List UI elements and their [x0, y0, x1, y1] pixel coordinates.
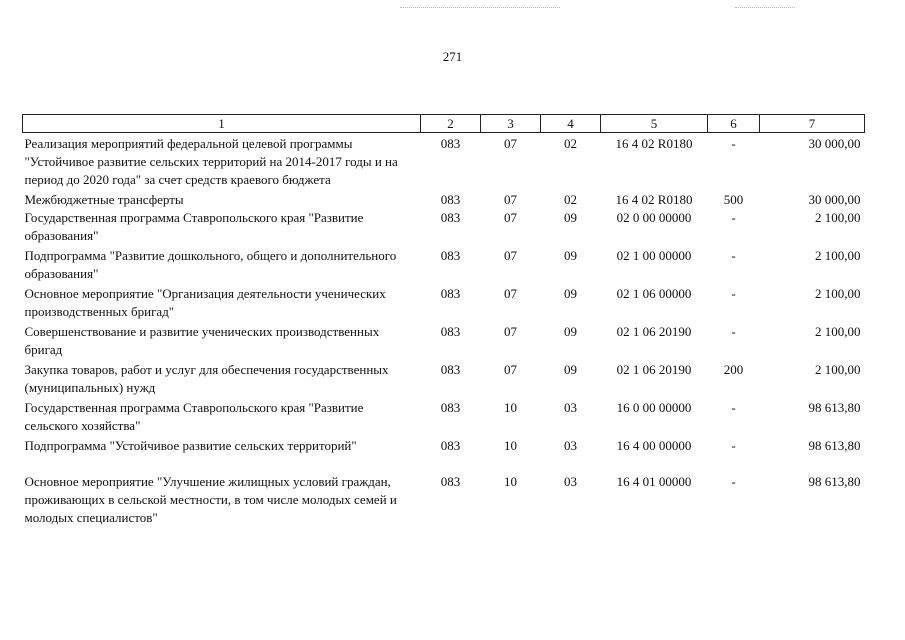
row-grbs: 083 — [440, 136, 461, 151]
table-row — [23, 435, 865, 455]
row-target: 02 1 06 20190 — [616, 362, 692, 377]
table-row — [23, 189, 865, 209]
row-amount: 2 100,00 — [815, 210, 861, 225]
row-section: 07 — [504, 286, 517, 301]
row-amount: 98 613,80 — [808, 438, 861, 453]
row-expense-type: - — [731, 474, 736, 489]
column-header: 7 — [760, 115, 865, 133]
row-amount: 2 100,00 — [815, 324, 861, 339]
row-name: Межбюджетные трансферты — [24, 192, 184, 207]
row-expense-type: 200 — [723, 362, 744, 377]
column-header: 4 — [541, 115, 601, 133]
row-expense-type: - — [731, 400, 736, 415]
column-header: 1 — [23, 115, 421, 133]
row-grbs: 083 — [440, 324, 461, 339]
table-row — [23, 397, 865, 435]
row-expense-type: - — [731, 248, 736, 263]
scan-noise-line — [735, 7, 795, 9]
row-section: 07 — [504, 210, 517, 225]
row-name: Реализация мероприятий федеральной целевой программы "Устойчивое развитие сельских территорий на 2014-2017 годы и на период до 2020 года" за счет средств краевого бюджета — [24, 136, 398, 187]
row-grbs: 083 — [440, 474, 461, 489]
row-target: 16 4 01 00000 — [616, 474, 692, 489]
row-subsection: 09 — [564, 248, 577, 263]
column-header: 2 — [421, 115, 481, 133]
row-subsection: 09 — [564, 210, 577, 225]
row-subsection: 02 — [564, 192, 577, 207]
row-target: 16 4 02 R0180 — [615, 192, 693, 207]
table-row — [23, 359, 865, 397]
row-name: Государственная программа Ставропольского края "Развитие сельского хозяйства" — [24, 400, 364, 433]
row-name: Совершенствование и развитие ученических производственных бригад — [24, 324, 380, 357]
row-section: 07 — [504, 192, 517, 207]
row-subsection: 03 — [564, 438, 577, 453]
row-section: 07 — [504, 248, 517, 263]
column-header: 3 — [481, 115, 541, 133]
table-row — [23, 455, 865, 527]
row-amount: 2 100,00 — [815, 248, 861, 263]
row-grbs: 083 — [440, 210, 461, 225]
row-expense-type: - — [731, 210, 736, 225]
row-section: 07 — [504, 136, 517, 151]
row-target: 02 0 00 00000 — [616, 210, 692, 225]
row-name: Подпрограмма "Устойчивое развитие сельских территорий" — [24, 438, 357, 453]
row-section: 10 — [504, 438, 517, 453]
row-name: Основное мероприятие "Организация деятельности ученических производственных бригад" — [24, 286, 386, 319]
row-grbs: 083 — [440, 192, 461, 207]
row-subsection: 03 — [564, 400, 577, 415]
row-subsection: 09 — [564, 362, 577, 377]
table-row — [23, 209, 865, 245]
table-row — [23, 283, 865, 321]
row-section: 10 — [504, 474, 517, 489]
row-subsection: 09 — [564, 324, 577, 339]
row-target: 02 1 00 00000 — [616, 248, 692, 263]
row-target: 02 1 06 20190 — [616, 324, 692, 339]
row-amount: 30 000,00 — [808, 136, 861, 151]
row-expense-type: - — [731, 286, 736, 301]
row-section: 07 — [504, 324, 517, 339]
row-target: 02 1 06 00000 — [616, 286, 692, 301]
row-amount: 2 100,00 — [815, 286, 861, 301]
row-amount: 98 613,80 — [808, 474, 861, 489]
header-row — [23, 115, 865, 133]
row-expense-type: - — [731, 324, 736, 339]
row-name: Подпрограмма "Развитие дошкольного, общего и дополнительного образования" — [24, 248, 397, 281]
row-name: Государственная программа Ставропольского края "Развитие образования" — [24, 210, 364, 243]
row-grbs: 083 — [440, 362, 461, 377]
row-section: 10 — [504, 400, 517, 415]
table-row — [23, 245, 865, 283]
row-expense-type: 500 — [723, 192, 744, 207]
row-amount: 98 613,80 — [808, 400, 861, 415]
table-row — [23, 133, 865, 190]
row-name: Основное мероприятие "Улучшение жилищных условий граждан, проживающих в сельской местности, в том числе молодых семей и молодых специалистов" — [24, 474, 397, 525]
row-grbs: 083 — [440, 248, 461, 263]
row-expense-type: - — [731, 438, 736, 453]
column-header: 5 — [601, 115, 708, 133]
row-target: 16 4 00 00000 — [616, 438, 692, 453]
row-amount: 2 100,00 — [815, 362, 861, 377]
scan-noise-line — [400, 7, 560, 9]
row-section: 07 — [504, 362, 517, 377]
row-target: 16 4 02 R0180 — [615, 136, 693, 151]
row-grbs: 083 — [440, 438, 461, 453]
budget-table — [22, 114, 865, 527]
page-number: 271 — [442, 49, 463, 64]
row-expense-type: - — [731, 136, 736, 151]
row-subsection: 02 — [564, 136, 577, 151]
column-header: 6 — [708, 115, 760, 133]
table-row — [23, 321, 865, 359]
row-grbs: 083 — [440, 400, 461, 415]
row-grbs: 083 — [440, 286, 461, 301]
row-amount: 30 000,00 — [808, 192, 861, 207]
row-subsection: 09 — [564, 286, 577, 301]
row-subsection: 03 — [564, 474, 577, 489]
row-target: 16 0 00 00000 — [616, 400, 692, 415]
row-name: Закупка товаров, работ и услуг для обеспечения государственных (муниципальных) нужд — [24, 362, 389, 395]
